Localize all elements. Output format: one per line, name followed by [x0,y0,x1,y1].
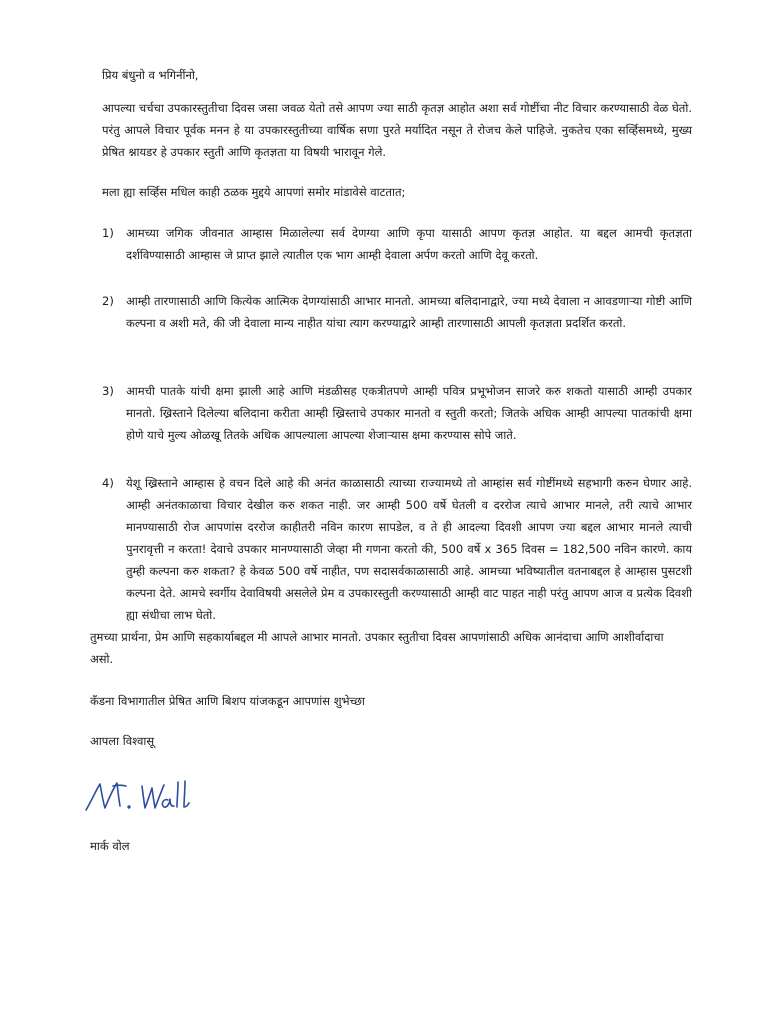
closing-line: आपला विश्वासू [90,734,155,748]
list-item [102,472,692,626]
list-item-text: येशू ख्रिस्ताने आम्हास हे वचन दिले आहे की अनंत काळासाठी त्याच्या राज्यामध्ये तो आम्हांस सर्व गोष्टींमध्ये सहभागी करुन घेणार आहे. आम्ही अनंतकाळाचा विचार देखील करु शकत नाही. जर आम्ही 500 वर्षे घेतली व दररोज त्याचे आभार मानले, तरी त्याचे आभार मानण्यासाठी रोज आपणांस दररोज काहीतरी नविन कारण सापडेल, व ते ही आदल्या दिवशी आपण ज्या बद्दल आभार मानले त्याची पुनरावृत्ती न करता! देवाचे उपकार मानण्यासाठी जेव्हा मी गणना करतो की, 500 वर्षे x 365 दिवस = 182,500 नविन कारणे. काय तुम्ही कल्पना करु शकता? हे केवळ 500 वर्षे नाहीत, पण सदासर्वकाळासाठी आहे. आमच्या भविष्यातील वतनाबद्दल हे आम्हास पुसटशी कल्पना देते. आमचे स्वर्गीय देवाविषयी असलेले प्रेम व उपकारस्तुती करण्यासाठी आम्ही वाट पाहत नाही परंतु आपण आज व प्रत्येक दिवशी ह्या संधीचा लाभ घेतो. [126,476,692,622]
list-item [102,222,692,266]
list-item-number: 1) [102,226,114,240]
salutation: प्रिय बंधुनो व भगिनींनो, [102,68,199,82]
list-item-text: आमच्या जगिक जीवनात आम्हास मिळालेल्या सर्व देणग्या आणि कृपा यासाठी आपण कृतज्ञ आहोत. या बद्दल आमची कृतज्ञता दर्शविण्यासाठी आम्हास जे प्राप्त झाले त्यातील एक भाग आम्ही देवाला अर्पण करतो आणि देवू करतो. [126,226,692,262]
intro-paragraph: आपल्या चर्चचा उपकारस्तुतीचा दिवस जसा जवळ येतो तसे आपण ज्या साठी कृतज्ञ आहोत अशा सर्व गोष्टींचा नीट विचार करण्यासाठी वेळ घेतो. परंतु आपले विचार पूर्वक मनन हे या उपकारस्तुतीच्या वार्षिक सणा पुरते मर्यादित नसून ते रोजच केले पाहिजे. नुकतेच एका सर्व्हिसमध्ये, मुख्य प्रेषित श्नायडर हे उपकार स्तुती आणि कृतज्ञता या विषयी भारावून गेले. [102,101,696,159]
thanks-paragraph: तुमच्या प्रार्थना, प्रेम आणि सहकार्याबद्दल मी आपले आभार मानतो. उपकार स्तुतीचा दिवस आपणांसाठी अधिक आनंदाचा आणि आशीर्वादाचा असो. [90,630,668,666]
lead-paragraph: मला ह्या सर्व्हिस मधिल काही ठळक मुद्दये आपणां समोर मांडावेसे वाटतात; [102,185,406,199]
list-item-text: आमची पातके यांची क्षमा झाली आहे आणि मंडळीसह एकत्रीतपणे आम्ही पवित्र प्रभूभोजन साजरे करु शकतो यासाठी आम्ही उपकार मानतो. ख्रिस्ताने दिलेल्या बलिदाना करीता आम्ही ख्रिस्ताचे उपकार मानतो व स्तुती करतो; जितके अधिक आम्ही आपल्या पातकांची क्षमा होणे याचे मुल्य ओळखू तितके अधिक आपल्याला आपल्या शेजाऱ्यास क्षमा करण्यास सोपे जाते. [126,384,692,442]
list-item-number: 3) [102,384,114,398]
list-item-number: 2) [102,294,114,308]
greeting-line: कॅंडना विभागातील प्रेषित आणि बिशप यांजकडून आपणांस शुभेच्छा [90,694,365,708]
list-item-text: आम्ही तारणासाठी आणि कित्येक आत्मिक देणग्यांसाठी आभार मानतो. आमच्या बलिदानाद्वारे, ज्या मध्ये देवाला न आवडणाऱ्या गोष्टी आणि कल्पना व अशी मते, की जी देवाला मान्य नाहीत यांचा त्याग करण्याद्वारे आम्ही तारणासाठी आपली कृतज्ञता प्रदर्शित करतो. [126,294,692,330]
list-item [102,290,692,334]
list-item [102,380,692,446]
list-item-number: 4) [102,476,114,490]
handwritten-signature [82,776,192,816]
signer-name: मार्क वोल [90,839,130,853]
